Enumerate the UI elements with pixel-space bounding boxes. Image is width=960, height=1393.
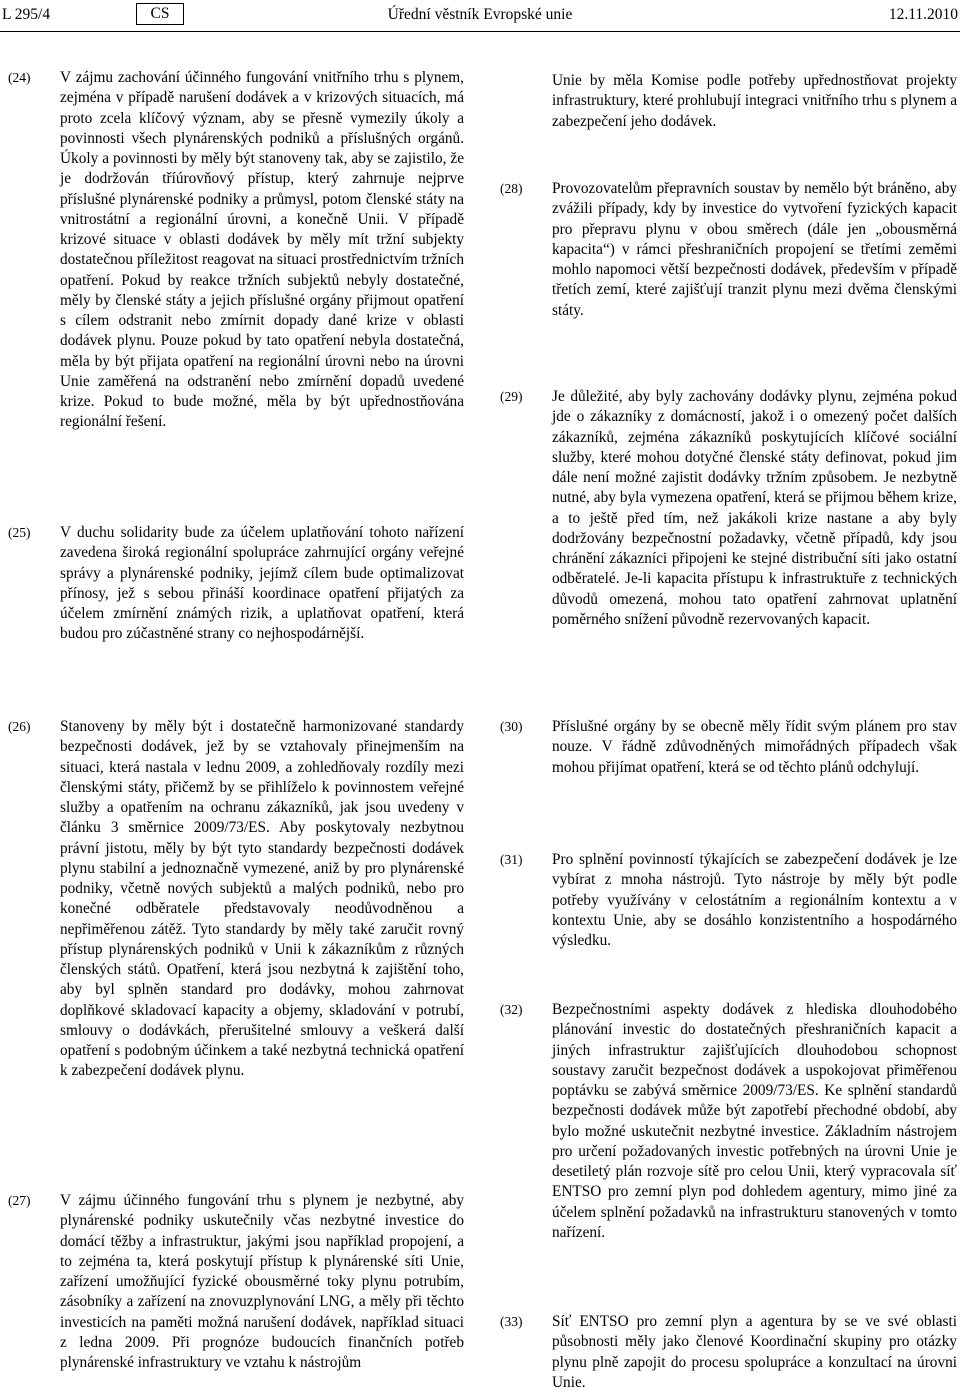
recital-number: (31) [500, 852, 523, 867]
header-rule [0, 31, 960, 32]
recital-text: V zájmu zachování účinného fungování vnitřního trhu s plynem, zejména v případě narušení dodávek a v krizových situacích, má proto zcela klíčový význam, aby se přesně vymezily úkoly a povinnosti všech plynárenských podniků a příslušných orgánů. Úkoly a povinnosti by měly být stanoveny tak, aby se zajistilo, že je dodržován tříúrovňový přístup, který zahrnuje nejprve příslušné plynárenské podniky a průmysl, potom členské státy na vnitrostátní a regionální úrovni, a konečně Unii. V případě krizové situace v oblasti dodávek by měly mít tržní subjekty dostatečnou příležitost reagovat na situaci prostřednictvím tržních opatření. Pokud by reakce tržních subjektů nebyly dostatečné, měly by členské státy a jejich příslušné orgány přijmout opatření s cílem odstranit nebo zmírnit dopady dané krize v oblasti dodávek plynu. Pouze pokud by tato opatření nebyla dostatečná, měla by být přijata opatření na regionální úrovni nebo na úrovni Unie zaměřená na odstranění nebo zmírnění dopadů uvedené krize. Pokud to bude možné, měla by být upřednostňována regionální řešení. [60, 69, 464, 431]
recital-number: (28) [500, 181, 523, 196]
recital-number: (33) [500, 1314, 523, 1329]
recital-number: (27) [8, 1193, 31, 1208]
recital-text: Provozovatelům přepravních soustav by nemělo být bráněno, aby zvážili případy, kdy by investice do vytvoření fyzických kapacit pro přepravu plynu v obou směrech (dále jen „obousměrná kapacita“) v rámci přeshraničních propojení se třetími zeměmi mohlo napomoci větší bezpečnosti dodávek, především v případě třetích zemí, které zajišťují tranzit plynu mezi dvěma členskými státy. [552, 180, 957, 319]
page-number: L 295/4 [2, 6, 51, 23]
recital-number: (25) [8, 525, 31, 540]
recital-text: Unie by měla Komise podle potřeby upřednostňovat projekty infrastruktury, které prohlubují integraci vnitřního trhu s plynem a zabezpečení jeho dodávek. [552, 72, 957, 130]
page-header [0, 3, 960, 27]
recital-number: (24) [8, 70, 31, 85]
recital-number: (32) [500, 1002, 523, 1017]
recital-text: Stanoveny by měly být i dostatečně harmonizované standardy bezpečnosti dodávek, jež by se vztahovaly přinejmenším na situaci, která nastala v lednu 2009, a zohledňovaly rozdíly mezi členskými státy, přičemž by se přihlíželo k povinnostem veřejné služby a opatřením na ochranu zákazníků, jak jsou uvedeny v článku 3 směrnice 2009/73/ES. Aby poskytovaly nezbytnou právní jistotu, měly by být tyto standardy bezpečnosti dodávek plynu stabilní a jednoznačně vymezené, aniž by pro plynárenské podniky, včetně nových subjektů a malých podniků, nebo pro konečné odběratele představovaly neodůvodněnou a nepřiměřenou zátěž. Tyto standardy by měly také zaručit rovný přístup plynárenských podniků v Unii k zákazníkům z různých členských států. Opatření, která jsou nezbytná k zajištění toho, aby byl splněn standard pro dodávky, mohou zahrnovat doplňkové skladovací kapacity a objemy, skladování v potrubí, smlouvy o dodávkách, přerušitelné smlouvy a veškerá další opatření s podobným účinkem a také nezbytná technická opatření k zabezpečení dodávek plynu. [60, 718, 464, 1080]
recital-text: V duchu solidarity bude za účelem uplatňování tohoto nařízení zavedena široká regionální spolupráce zahrnující orgány veřejné správy a plynárenské podniky, jejímž cílem bude optimalizovat přínosy, jež s sebou přináší koordinace opatření přijatých za účelem zmírnění známých rizik, a uplatňovat opatření, která budou pro zúčastněné strany co nejhospodárnější. [60, 524, 464, 643]
publication-date: 12.11.2010 [888, 6, 958, 23]
recital-number: (29) [500, 389, 523, 404]
recital-text: Je důležité, aby byly zachovány dodávky plynu, zejména pokud jde o zákazníky z domácností, jakož i o omezený počet dalších zákazníků, zejména zákazníků poskytujících klíčové sociální služby, které mohou dotyčné členské státy definovat, pokud jim dále není možné zajistit dodávky tržním způsobem. Je nezbytně nutné, aby byla vymezena opatření, která se přijmou během krize, a to ještě před tím, než jakákoli krize nastane a aby byly dodržovány bezpečnostní požadavky, včetně případů, kdy jsou chránění zákazníci připojeni ke stejné distribuční síti jako ostatní odběratelé. Je-li kapacita přístupu k infrastruktuře z technických důvodů omezená, mohou tato opatření zahrnovat uplatnění poměrného snížení původně rezervovaných kapacit. [552, 388, 957, 628]
recital-text: Příslušné orgány by se obecně měly řídit svým plánem pro stav nouze. V řádně zdůvodněných mimořádných případech však mohou přijímat opatření, která se od těchto plánů odchylují. [552, 718, 957, 776]
recital-text: Síť ENTSO pro zemní plyn a agentura by se ve své oblasti působnosti měly jako členové Koordinační skupiny pro otázky plynu plně zapojit do procesu spolupráce a konzultací na úrovni Unie. [552, 1313, 957, 1391]
recital-number: (26) [8, 719, 31, 734]
language-badge: CS [136, 3, 184, 25]
recital-text: V zájmu účinného fungování trhu s plynem je nezbytné, aby plynárenské podniky uskutečnily včas nezbytné investice do domácí těžby a infrastruktur, jakými jsou například propojení, a to zejména ta, která poskytují přístup k plynárenské síti Unie, zařízení umožňující fyzické obousměrné toky plynu potrubím, zásobníky a zařízení na znovuzplynování LNG, a měly při těchto investicích na paměti možná narušení dodávek, například situaci z ledna 2009. Při prognóze budoucích finančních potřeb plynárenské infrastruktury ve vztahu k nástrojům [60, 1192, 464, 1371]
recital-text: Bezpečnostními aspekty dodávek z hlediska dlouhodobého plánování investic do dostatečných přeshraničních kapacit a jiných infrastruktur zajišťujících dlouhodobou schopnost soustavy zaručit bezpečnost dodávek a uspokojovat přiměřenou poptávku se zabývá směrnice 2009/73/ES. Ke splnění standardů bezpečnosti dodávek může být zapotřebí přechodné období, aby bylo možné uskutečnit nezbytné investice. Základním nástrojem pro určení požadovaných investic potřebných na úrovni Unie je desetiletý plán rozvoje sítě pro celou Unii, který vypracovala síť ENTSO pro zemní plyn pod dohledem agentury, mimo jiné za účelem splnění požadavků na infrastrukturu stanovených v tomto nařízení. [552, 1001, 957, 1241]
journal-title: Úřední věstník Evropské unie [387, 6, 573, 23]
recital-text: Pro splnění povinností týkajících se zabezpečení dodávek je lze vybírat z mnoha nástrojů. Tyto nástroje by měly být podle potřeby využívány v celostátním a regionálním kontextu a v kontextu Unie, aby se dosáhlo konzistentního a hospodárného výsledku. [552, 851, 957, 949]
recital-number: (30) [500, 719, 523, 734]
